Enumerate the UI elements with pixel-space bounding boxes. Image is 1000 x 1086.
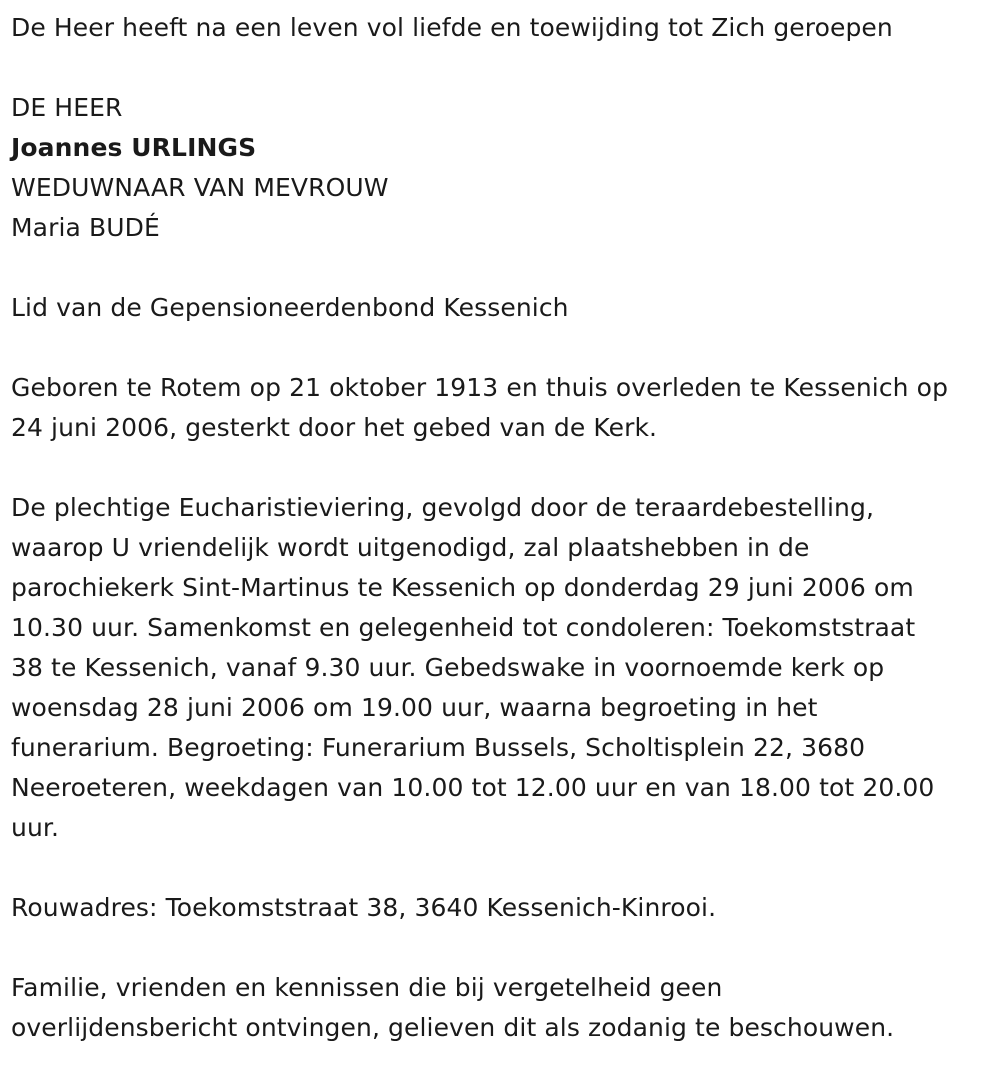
text-line: 38 te Kessenich, vanaf 9.30 uur. Gebedswake in voornoemde kerk op	[11, 653, 885, 682]
text-line: 24 juni 2006, gesterkt door het gebed van de Kerk.	[11, 413, 658, 442]
obituary-notice	[11, 8, 996, 1048]
text-line: Geboren te Rotem op 21 oktober 1913 en thuis overleden te Kessenich op	[11, 373, 949, 402]
intro-line: De Heer heeft na een leven vol liefde en toewijding tot Zich geroepen	[11, 13, 893, 42]
text-line: waarop U vriendelijk wordt uitgenodigd, zal plaatshebben in de	[11, 533, 810, 562]
deceased-name: Joannes URLINGS	[11, 133, 257, 162]
ceremony-paragraph	[11, 488, 996, 848]
spacer	[11, 248, 996, 288]
birth-paragraph	[11, 368, 996, 448]
text-line: Neeroeteren, weekdagen van 10.00 tot 12.00 uur en van 18.00 tot 20.00	[11, 773, 935, 802]
spacer	[11, 48, 996, 88]
spouse-name: Maria BUDÉ	[11, 213, 160, 242]
text-line: uur.	[11, 813, 60, 842]
text-line: overlijdensbericht ontvingen, gelieven dit als zodanig te beschouwen.	[11, 1013, 895, 1042]
spacer	[11, 928, 996, 968]
relation-line: WEDUWNAAR VAN MEVROUW	[11, 173, 389, 202]
text-line: woensdag 28 juni 2006 om 19.00 uur, waarna begroeting in het	[11, 693, 818, 722]
text-line: funerarium. Begroeting: Funerarium Bussels, Scholtisplein 22, 3680	[11, 733, 866, 762]
text-line: parochiekerk Sint-Martinus te Kessenich op donderdag 29 juni 2006 om	[11, 573, 914, 602]
text-line: 10.30 uur. Samenkomst en gelegenheid tot condoleren: Toekomststraat	[11, 613, 916, 642]
membership-line: Lid van de Gepensioneerdenbond Kessenich	[11, 293, 569, 322]
closing-paragraph	[11, 968, 996, 1048]
spacer	[11, 848, 996, 888]
spacer	[11, 448, 996, 488]
title-line: DE HEER	[11, 93, 123, 122]
text-line: De plechtige Eucharistieviering, gevolgd door de teraardebestelling,	[11, 493, 874, 522]
text-line: Familie, vrienden en kennissen die bij vergetelheid geen	[11, 973, 723, 1002]
address-line: Rouwadres: Toekomststraat 38, 3640 Kessenich-Kinrooi.	[11, 893, 717, 922]
spacer	[11, 328, 996, 368]
